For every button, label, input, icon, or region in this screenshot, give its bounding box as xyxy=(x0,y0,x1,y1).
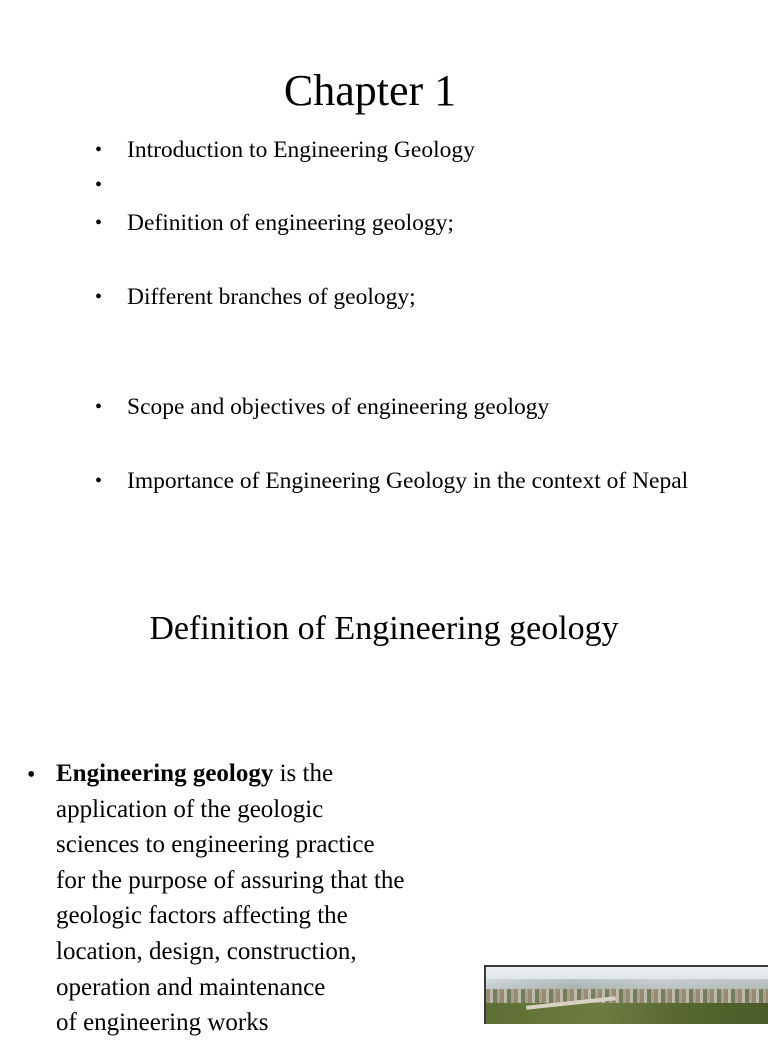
definition-paragraph xyxy=(56,756,486,1041)
list-item-text: Different branches of geology; xyxy=(127,284,416,310)
bullet-icon: • xyxy=(95,470,103,492)
aerial-landscape-photo xyxy=(484,965,768,1024)
bullet-icon: • xyxy=(95,396,103,418)
bullet-icon: • xyxy=(27,762,36,788)
definition-term: Engineering geology xyxy=(56,760,274,787)
bullet-icon: • xyxy=(95,286,103,308)
definition-body: is the application of the geologic sciences to engineering practice for the purpose of assuring that the geologic factors affecting the location, design, construction, operation and maintenance of engineering works xyxy=(56,760,405,1037)
bullet-icon: • xyxy=(95,139,103,161)
section-heading: Definition of Engineering geology xyxy=(149,610,619,647)
bullet-icon: • xyxy=(95,212,103,234)
list-item-text: Introduction to Engineering Geology xyxy=(127,137,475,163)
list-item-text: Importance of Engineering Geology in the context of Nepal xyxy=(127,468,689,494)
page-title: Chapter 1 xyxy=(283,66,457,115)
bullet-icon: • xyxy=(95,174,103,196)
list-item-text: Definition of engineering geology; xyxy=(127,210,454,236)
list-item-text: Scope and objectives of engineering geology xyxy=(127,394,550,420)
